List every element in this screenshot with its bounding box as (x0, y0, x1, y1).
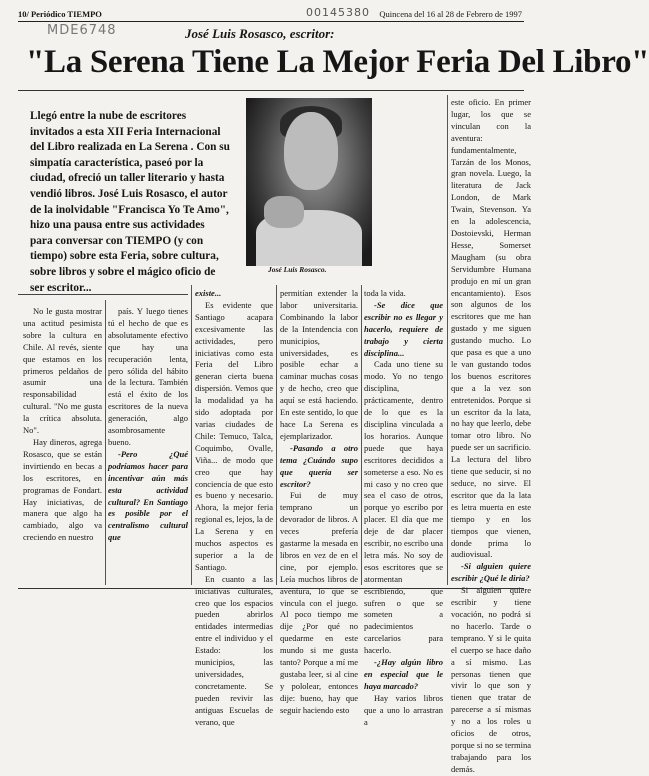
interview-question: -Si alguien quiere escribir ¿Qué le diría? (451, 561, 531, 584)
author-photo (246, 98, 372, 266)
article-kicker: José Luis Rosasco, escritor: (185, 26, 335, 41)
paragraph: Es evidente que Santiago acapara excesivamente las actividades, pero iniciativas como esta Feria del Libro generan cierta buena dispersión. Vemos que la modalidad ya ha sido adoptada por varias ciudades de Chile: Temuco, Talca, Coquimbo, Ovalle, Viña... de modo que creo que hay conciencia de que esto es bueno y necesario. Ahora, la mejor feria regional es, lejos, la de La Serena y en muchos aspectos es superior a la de Santiago. (195, 299, 273, 572)
paragraph: No le gusta mostrar una actitud pesimista sobre la cultura en Chile. Al revés, siente que estamos en los primeros peldaños de asumir una responsabilidad cultural. "No me gusta la crítica absoluta. No". (23, 306, 102, 436)
paragraph: país. Y luego tienes tú el hecho de que es absolutamente efectivo que hay una recuperación lenta, pero sólida del hábito de la lectura. También está el éxito de los escritores de la nueva generación, algo asombrosamente bueno. (108, 306, 188, 447)
text-column-3 (195, 288, 273, 729)
text-column-1 (23, 306, 102, 544)
interview-question: -Pero ¿Qué podríamos hacer para incentivar aún más esta actividad cultural? En Santiago es posible por el centralismo cultural que (108, 448, 188, 543)
interview-question: -¿Hay algún libro en especial que le haya marcado? (364, 657, 443, 691)
text-column-6 (451, 97, 531, 776)
column-divider (276, 285, 277, 585)
paragraph: toda la vida. (364, 288, 406, 298)
handwritten-code: MDE6748 (47, 23, 117, 38)
article-headline: "La Serena Tiene La Mejor Feria Del Libro" (26, 44, 649, 80)
paragraph: Cada uno tiene su modo. Yo no tengo disciplina, prácticamente, dentro de lo que es la disciplina vinculada a los horarios. Aunque puede que haya escritores decididos a someterse a eso. No es mi caso y no creo que sea el caso de otros, porque yo escribo por placer. El día que me deje de dar placer escribir, no escribo una letra más. No soy de esos escritores que se atormentan escribiendo, que sufren o que se someten a padecimientos carcelarios para hacerlo. (364, 359, 443, 656)
lead-rule (18, 294, 188, 295)
column-divider (191, 285, 192, 585)
photo-hand (264, 196, 304, 228)
issue-date: Quincena del 16 al 28 de Febrero de 1997 (379, 9, 522, 19)
question-continuation: existe... (195, 288, 222, 298)
text-column-2 (108, 306, 188, 544)
photo-face (284, 112, 338, 190)
text-column-4 (280, 288, 358, 717)
column-divider (361, 285, 362, 585)
paragraph: Si alguien quiere escribir y tiene vocación, no podrá si no hacerlo. Tarde o temprano. Y si le quita el cuerpo se hace daño a sí mismo. Las personas tienen que vivir lo que son y tienen que tratar de parecerse a sí mismas y no a los roles u oficios de otros, porque si no se termina trabajando para los demás. (451, 585, 531, 774)
paragraph: permitían extender la labor universitaria. Combinando la labor de la Intendencia con municipios, universidades, es posible echar a caminar muchas cosas y de hecho, creo que aquí se está haciendo. En este sentido, lo que hace La Serena es ejemplarizador. (280, 288, 358, 441)
header-rule (18, 21, 524, 22)
paragraph: En cuanto a las iniciativas culturales, creo que los espacios pueden abrirlos entidades intermedias entre el individuo y el Estado: los municipios, las universidades, concretamente. Se pueden revivir las antiguas Escuelas de verano, que (195, 573, 273, 727)
text-column-5 (364, 288, 443, 729)
footer-rule (18, 588, 524, 589)
paragraph: Hay dineros, agrega Rosasco, que se están invirtiendo en becas a los escritores, en programas de Fondart. Hay iniciativas, de manera que algo ha cambiado, algo va creciendo en nuestro (23, 436, 102, 543)
archive-stamp: 00145380 (306, 6, 370, 19)
paragraph: Fui de muy temprano un devorador de libros. A veces prefería gastarme la mesada en libros en vez de en el cine, por ejemplo. Leía muchos libros de aventura, lo que se vincula con el juego. Al poco tiempo me dije ¿Por qué no quedarme en este mundo si me gusta tanto? Porque a mí me gustaba leer, si al cine y pololear, entonces dije: bueno, hay que seguir haciendo esto (280, 490, 358, 715)
column-divider (105, 300, 106, 585)
lead-text: Llegó entre la nube de escritores invitados a esta XII Feria Internacional del Libro realizada en La Serena . Con su simpatía característica, paseó por la ciudad, ofreció un taller literario y hasta vendió libros. José Luis Rosasco, el autor de la inolvidable "Francisca Yo Te Amo", hizo una pausa entre sus actividades para conversar con TIEMPO (y con tiempo) sobre esta Feria, sobre cultura, sobre libros y sobre el mágico oficio de ser escritor... (30, 110, 230, 294)
photo-caption: José Luis Rosasco. (268, 265, 327, 274)
headline-rule (18, 90, 524, 91)
paragraph: este oficio. En primer lugar, los que se vinculan con la aventura: fundamentalmente, Tarzán de los Monos, gran novela. Luego, la literatura de Jack London, de Mark Twain, Stevenson. Ya en la adolescencia, Dostoievski, Herman Hesse, Somerset Maugham (su obra Servidumbre Humana produjo en mí un gran encantamiento). Esos son algunos de los escritores que me han gustado y me siguen gustando mucho. Lo que pasa es que a uno le van gustando todos los buenos escritores que a la vez son entretenidos. Porque si un escritor da la lata, no hay que leerlo, debe tomar otro libro. No puede ser un sacrificio. La lectura del libro tiene que seducir, si no seduce, no sirve. El escritor que da la lata es letra muerta en este tiempo y en los tiempos que vienen, donde prima lo audiovisual. (451, 97, 531, 560)
interview-question: -Se dice que escribir no es llegar y hacerlo, requiere de trabajo y cierta disciplina... (364, 299, 443, 358)
section-label: 10/ Periódico TIEMPO (18, 9, 102, 19)
paragraph: Hay varios libros que a uno lo arrastran a (364, 692, 443, 727)
article-lead (30, 109, 230, 296)
interview-question: -Pasando a otro tema ¿Cuándo supo que quería ser escritor? (280, 442, 358, 489)
column-divider (447, 95, 448, 585)
